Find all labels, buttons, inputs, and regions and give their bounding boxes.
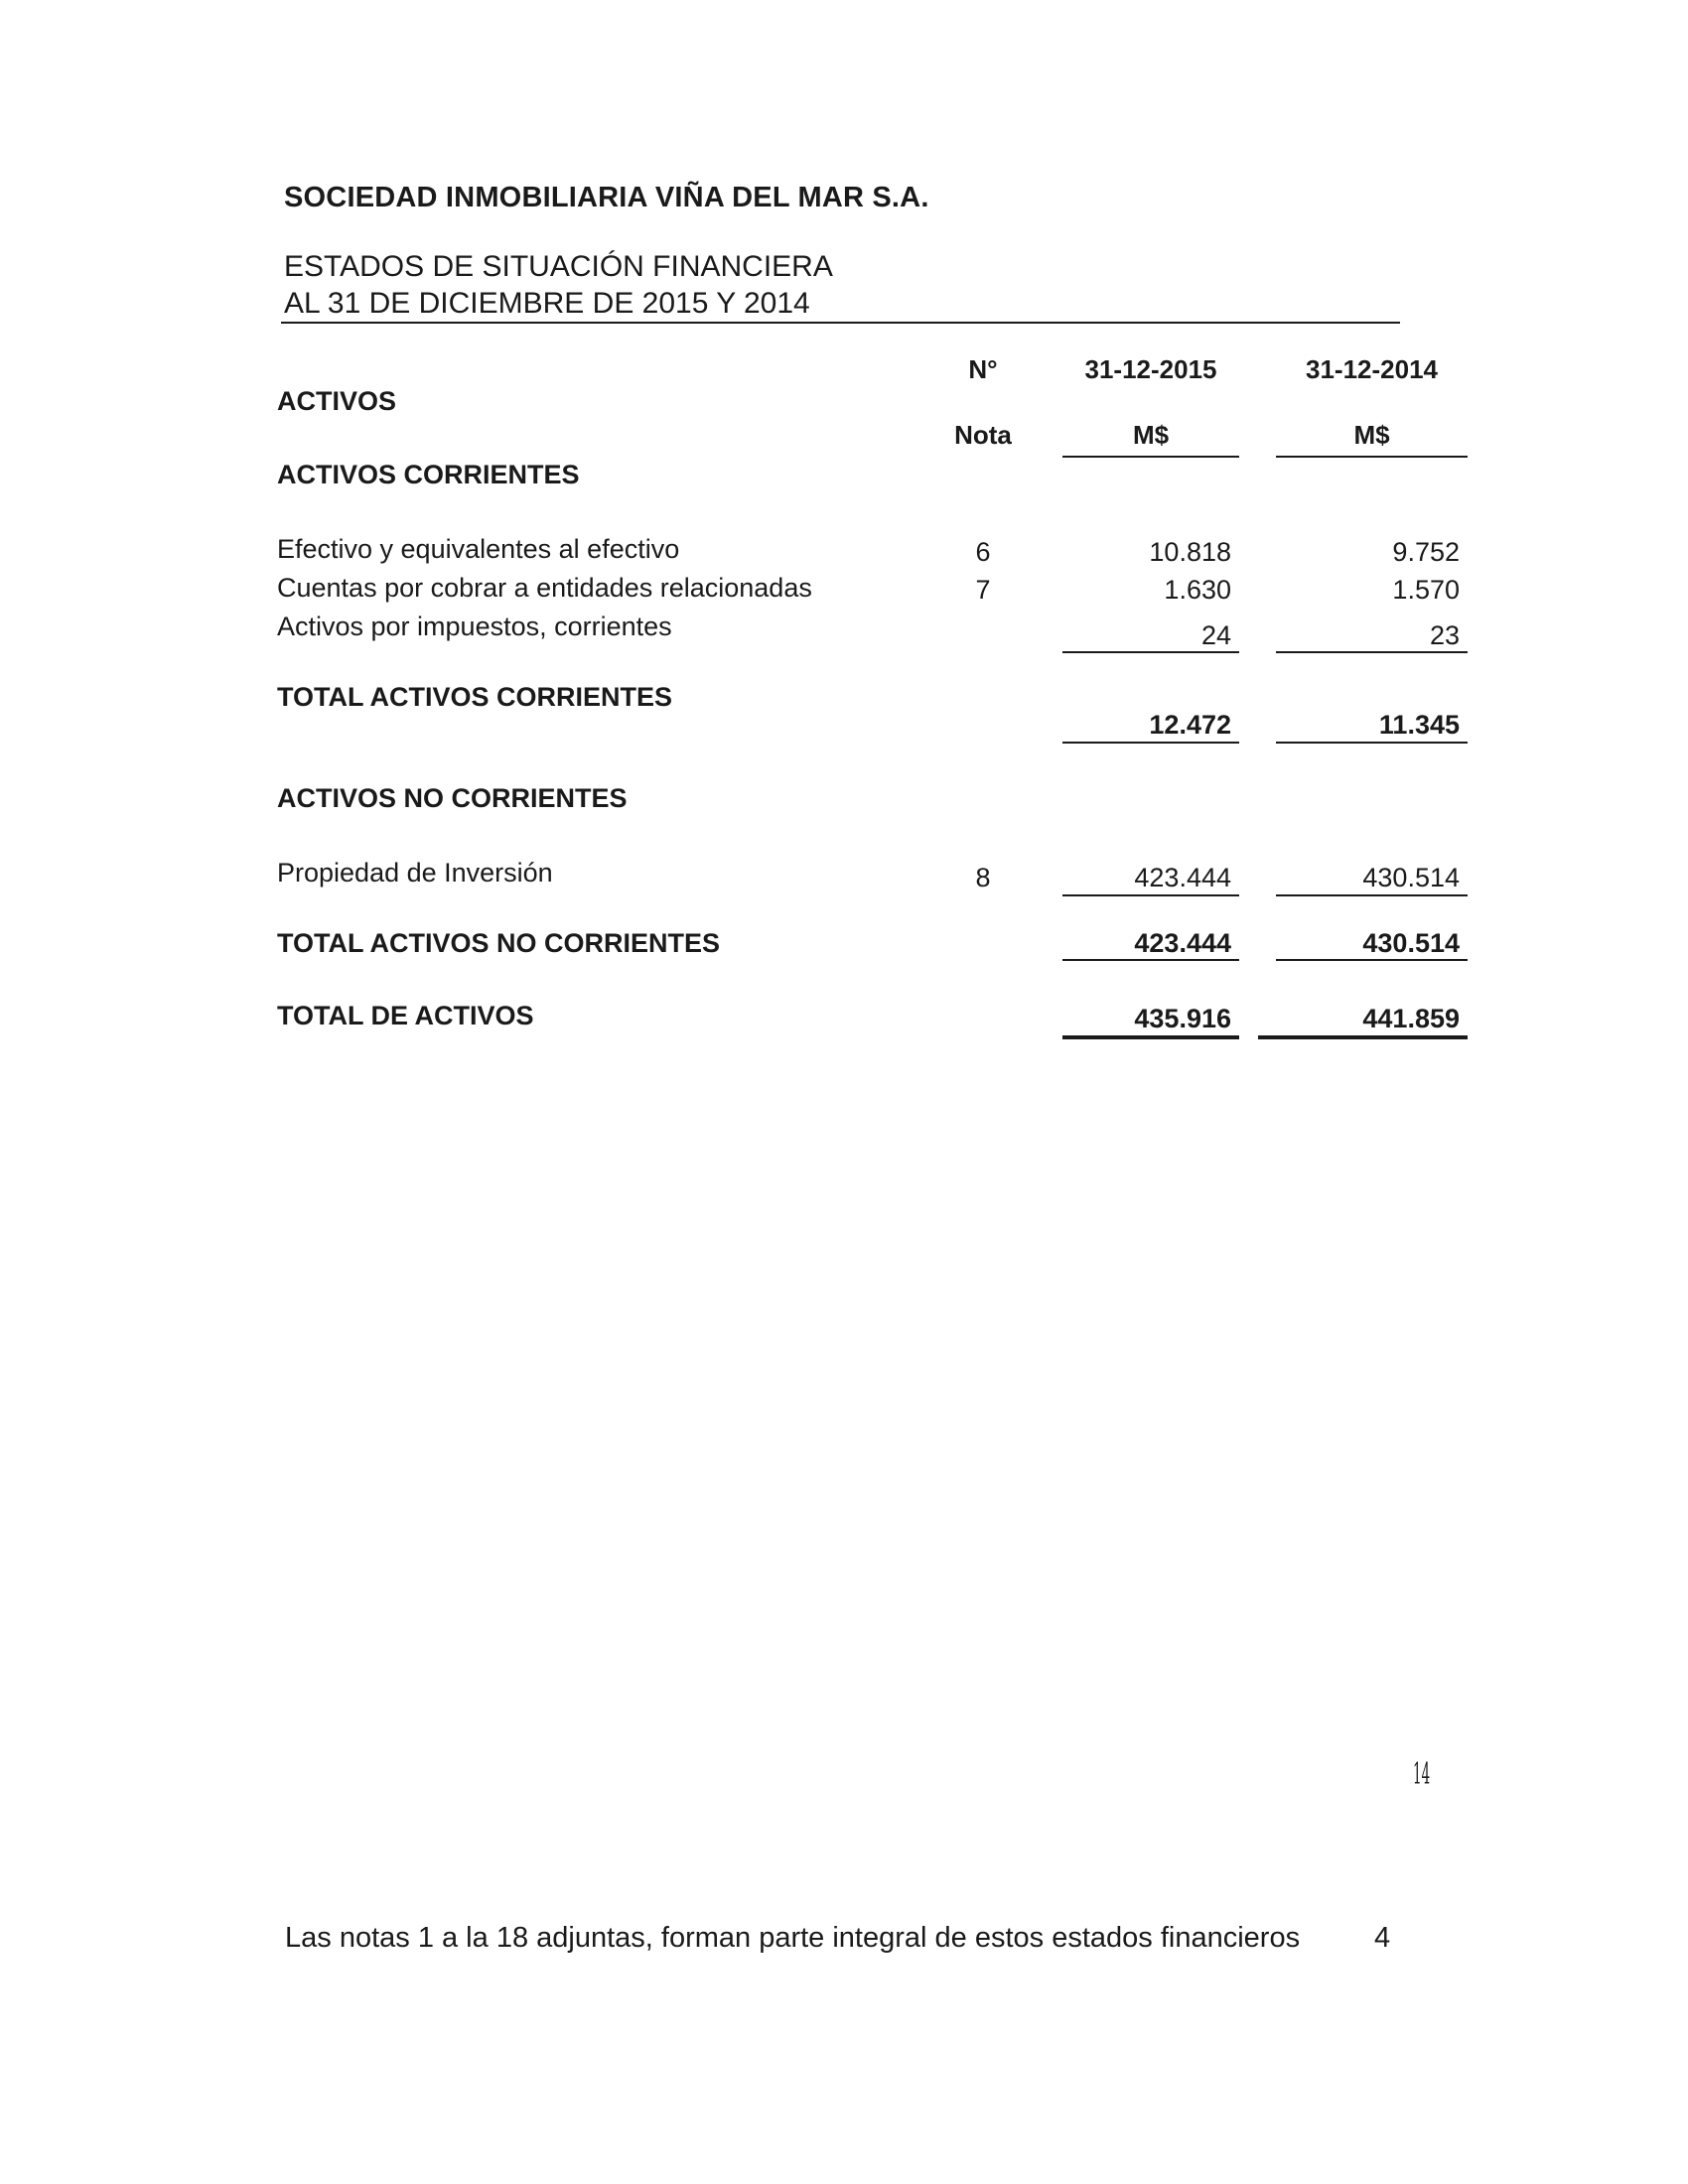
handwritten-page-mark: 14: [1413, 1757, 1431, 1792]
unit-header-2014: M$: [1353, 420, 1390, 450]
grand-total-rule-2014: [1258, 1035, 1468, 1039]
total-no-corrientes-rule-2014: [1276, 959, 1468, 961]
company-name: SOCIEDAD INMOBILIARIA VIÑA DEL MAR S.A.: [284, 182, 929, 213]
subtotal-rule-2014: [1276, 651, 1468, 653]
statement-date: AL 31 DE DICIEMBRE DE 2015 Y 2014: [284, 287, 810, 320]
row-value-2014-total-activos: 441.859: [1362, 1004, 1460, 1033]
row-value-2015-total-corrientes: 12.472: [1149, 710, 1231, 740]
row-value-2015-cuentas: 1.630: [1164, 575, 1231, 605]
page-number: 4: [1374, 1922, 1391, 1954]
row-label-total-activos: TOTAL DE ACTIVOS: [277, 1001, 534, 1030]
propiedad-rule-2014: [1276, 894, 1468, 896]
row-note-efectivo: 6: [975, 537, 991, 567]
row-value-2014-impuestos: 23: [1429, 620, 1460, 650]
column-header-2015: 31-12-2015: [1084, 354, 1217, 384]
row-label-cuentas: Cuentas por cobrar a entidades relacionadas: [277, 573, 812, 603]
total-corrientes-rule-2015: [1062, 742, 1239, 744]
statement-title: ESTADOS DE SITUACIÓN FINANCIERA: [284, 250, 833, 283]
unit-header-2015: M$: [1132, 420, 1170, 450]
row-value-2014-efectivo: 9.752: [1392, 537, 1460, 567]
total-no-corrientes-rule-2015: [1062, 959, 1239, 961]
row-label-propiedad: Propiedad de Inversión: [277, 858, 553, 887]
row-label-total-no-corrientes: TOTAL ACTIVOS NO CORRIENTES: [277, 928, 721, 958]
column-header-2014: 31-12-2014: [1306, 354, 1438, 384]
row-value-2014-total-corrientes: 11.345: [1378, 710, 1460, 740]
title-underline: [281, 322, 1400, 324]
row-label-total-corrientes: TOTAL ACTIVOS CORRIENTES: [277, 682, 673, 712]
subtotal-rule-2015: [1062, 651, 1239, 653]
unit-underline-2015: [1062, 456, 1239, 458]
row-label-impuestos: Activos por impuestos, corrientes: [277, 612, 672, 641]
section-activos: ACTIVOS: [277, 386, 397, 416]
row-value-2015-propiedad: 423.444: [1134, 863, 1231, 892]
row-value-2014-total-no-corrientes: 430.514: [1362, 928, 1460, 958]
unit-underline-2014: [1276, 456, 1468, 458]
row-value-2015-impuestos: 24: [1200, 620, 1231, 650]
row-note-propiedad: 8: [975, 863, 991, 892]
propiedad-rule-2015: [1062, 894, 1239, 896]
note-column-header-bottom: Nota: [954, 420, 1012, 450]
total-corrientes-rule-2014: [1276, 742, 1468, 744]
row-value-2014-propiedad: 430.514: [1362, 863, 1460, 892]
section-activos-corrientes: ACTIVOS CORRIENTES: [277, 460, 580, 489]
row-label-efectivo: Efectivo y equivalentes al efectivo: [277, 534, 680, 564]
note-column-header-top: N°: [968, 354, 998, 384]
footer-note: Las notas 1 a la 18 adjuntas, forman parte integral de estos estados financieros: [285, 1922, 1301, 1954]
grand-total-rule-2015: [1062, 1035, 1239, 1039]
row-value-2015-total-activos: 435.916: [1134, 1004, 1231, 1033]
section-activos-no-corrientes: ACTIVOS NO CORRIENTES: [277, 783, 628, 813]
row-value-2015-total-no-corrientes: 423.444: [1134, 928, 1231, 958]
row-value-2015-efectivo: 10.818: [1149, 537, 1231, 567]
row-note-cuentas: 7: [975, 575, 991, 605]
row-value-2014-cuentas: 1.570: [1392, 575, 1460, 605]
